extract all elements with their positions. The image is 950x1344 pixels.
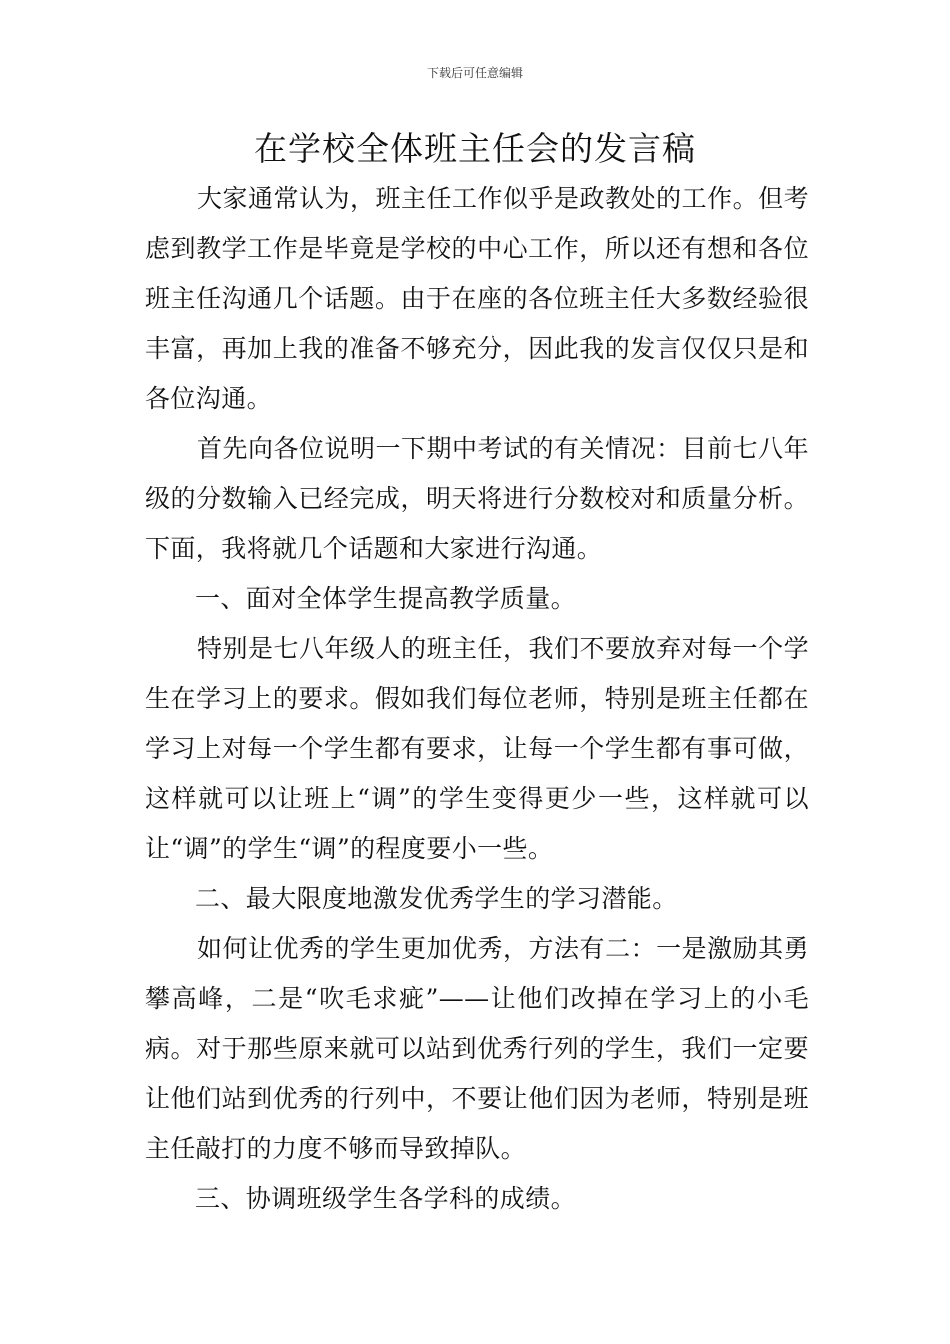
document-title: 在学校全体班主任会的发言稿 xyxy=(254,129,696,168)
document-body xyxy=(145,174,809,1224)
paragraph-intro: 大家通常认为，班主任工作似乎是政教处的工作。但考虑到教学工作是毕竟是学校的中心工作，所以还有想和各位班主任沟通几个话题。由于在座的各位班主任大多数经验很丰富，再加上我的准备不够充分，因此我的发言仅仅只是和各位沟通。 xyxy=(145,184,809,413)
section-heading-2: 二、最大限度地激发优秀学生的学习潜能。 xyxy=(195,884,678,913)
paragraph-section-1: 特别是七八年级人的班主任，我们不要放弃对每一个学生在学习上的要求。假如我们每位老师，特别是班主任都在学习上对每一个学生都有要求，让每一个学生都有事可做，这样就可以让班上“调”的学生变得更少一些，这样就可以让“调”的学生“调”的程度要小一些。 xyxy=(145,634,809,863)
section-heading-3: 三、协调班级学生各学科的成绩。 xyxy=(195,1184,577,1213)
paragraph-exam-status: 首先向各位说明一下期中考试的有关情况：目前七八年级的分数输入已经完成，明天将进行分数校对和质量分析。下面，我将就几个话题和大家进行沟通。 xyxy=(145,434,809,563)
section-heading-1: 一、面对全体学生提高教学质量。 xyxy=(195,584,577,613)
paragraph-section-2: 如何让优秀的学生更加优秀，方法有二：一是激励其勇攀高峰，二是“吹毛求疵”——让他们改掉在学习上的小毛病。对于那些原来就可以站到优秀行列的学生，我们一定要让他们站到优秀的行列中，不要让他们因为老师，特别是班主任敲打的力度不够而导致掉队。 xyxy=(145,934,809,1163)
header-note: 下载后可任意编辑 xyxy=(426,66,523,80)
